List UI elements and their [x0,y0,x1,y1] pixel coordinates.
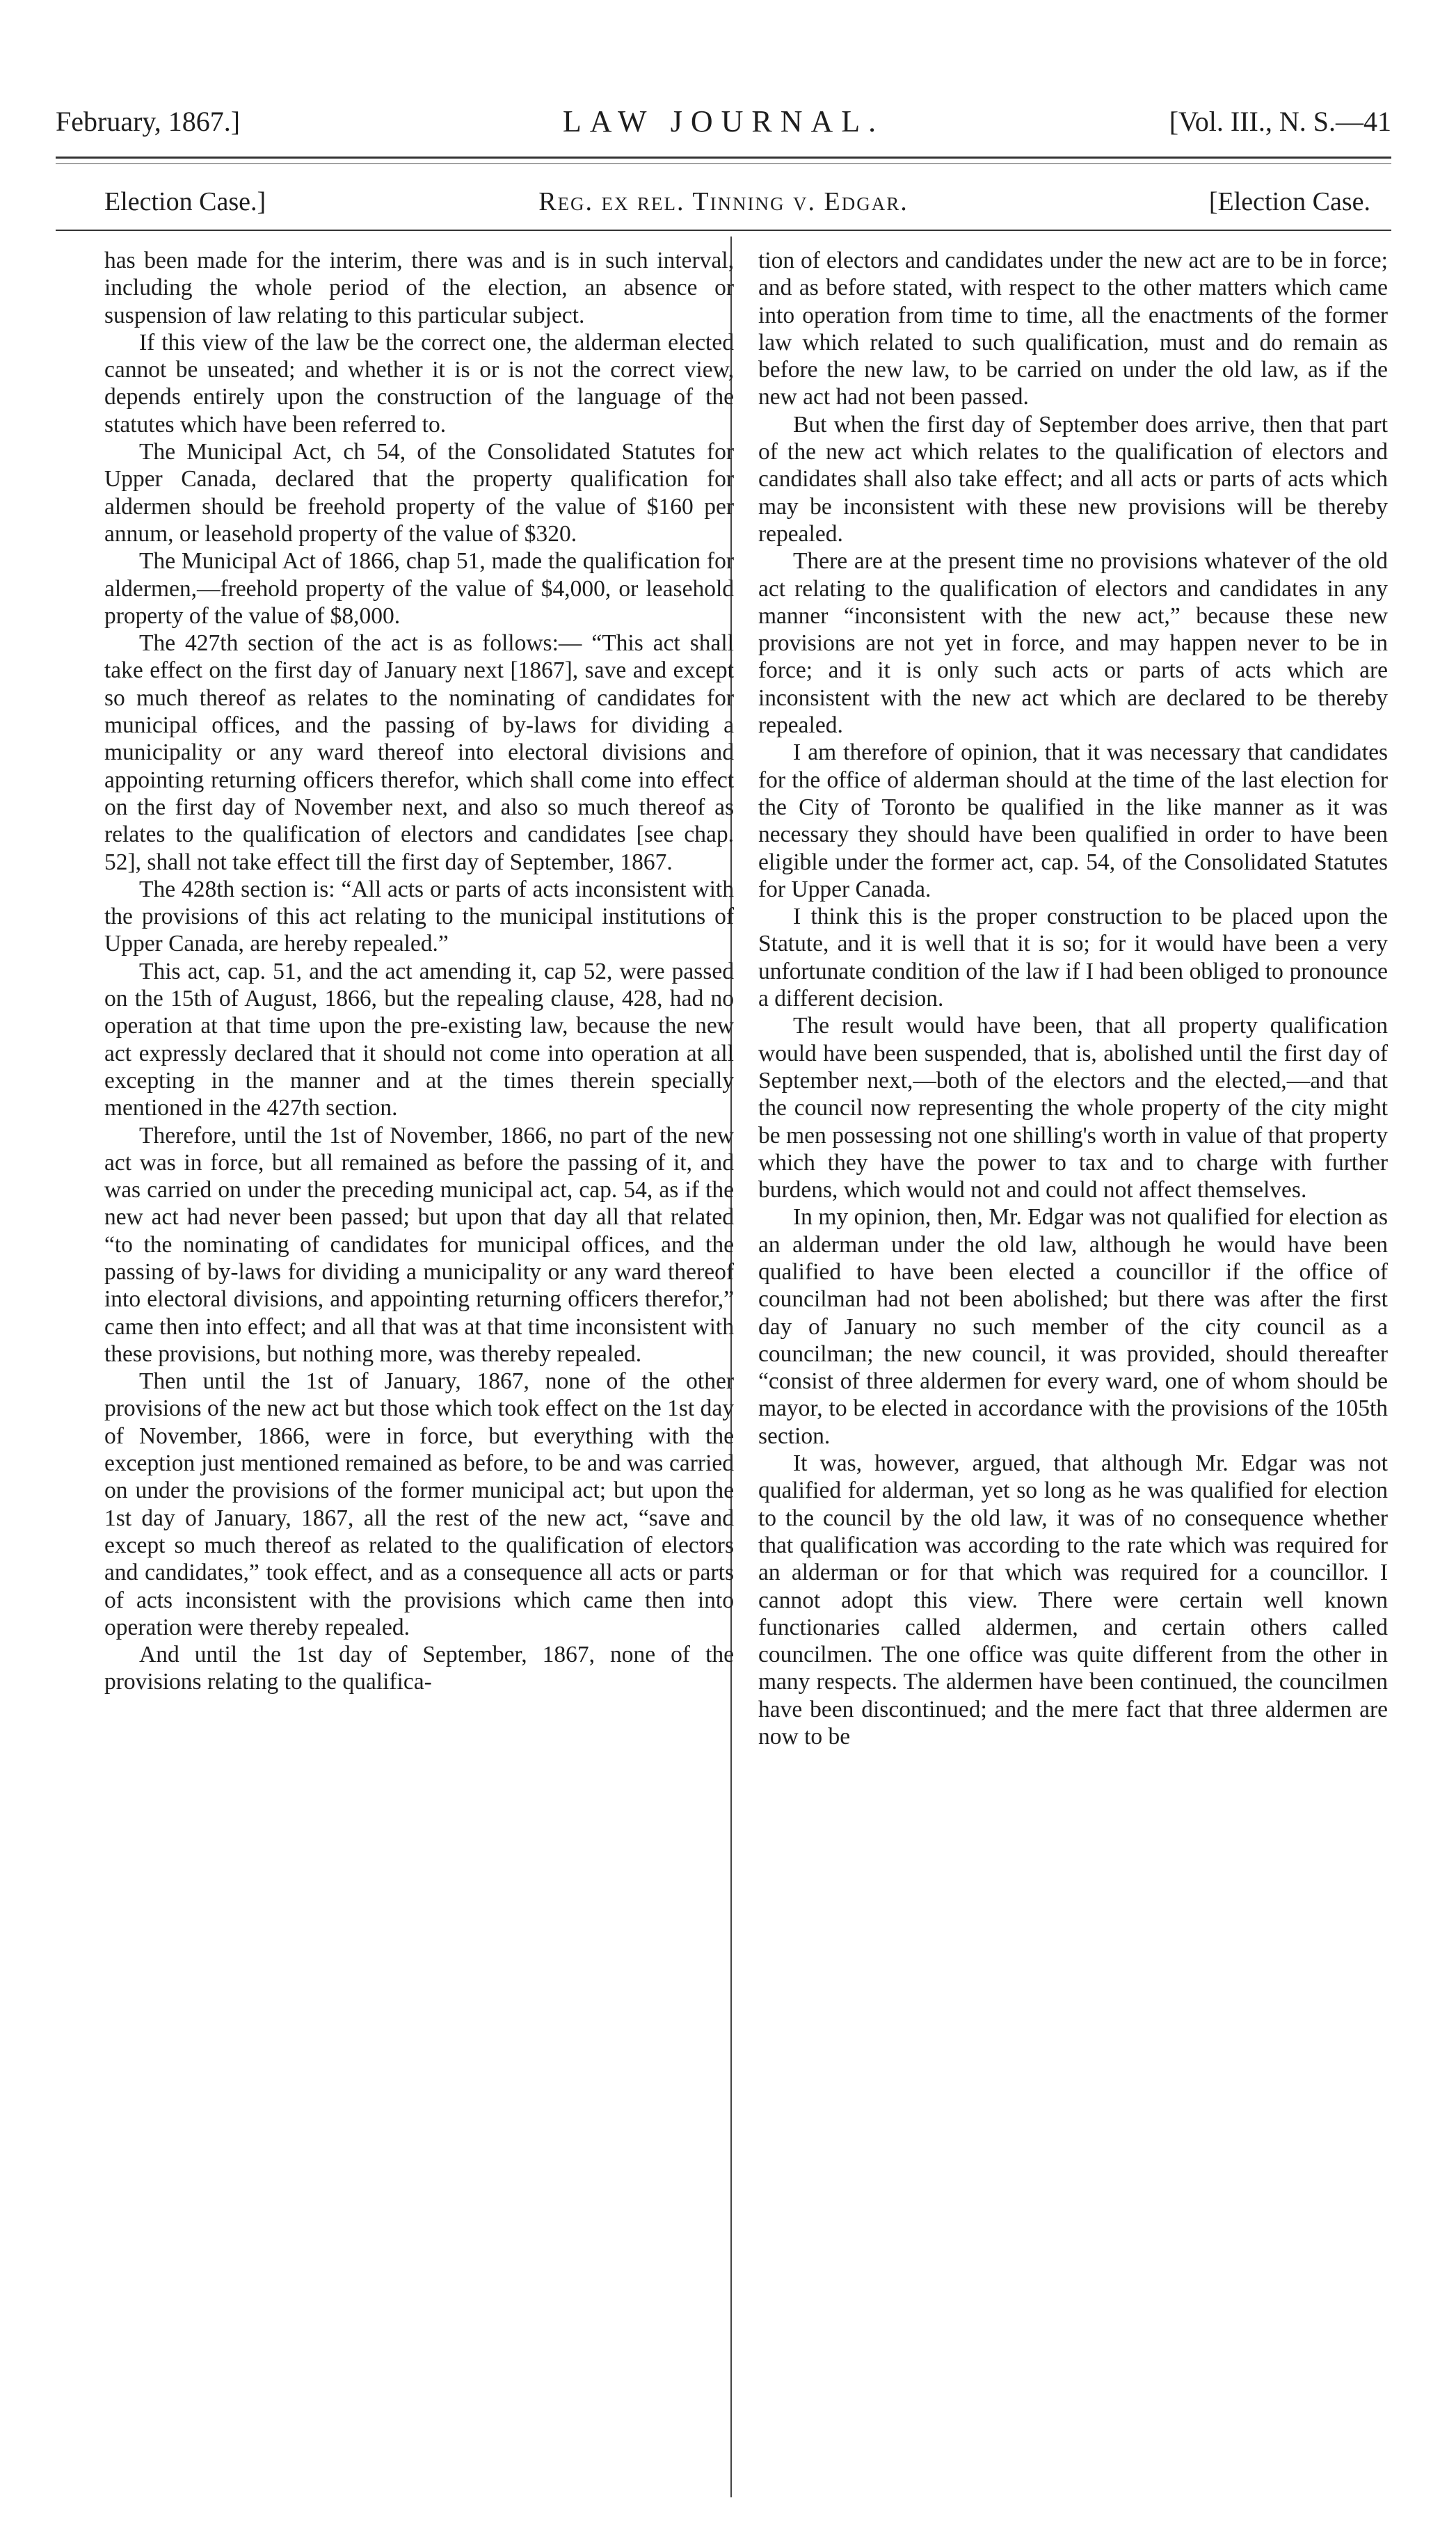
running-head [49,97,1398,146]
header-rule-thin [56,163,1391,164]
header-rule-thick [56,157,1391,159]
paragraph: I am therefore of opinion, that it was necessary that candidates for the office of alderman should at the time of the last election for the City of Toronto be qualified in the like manner as it was necessary they should have been qualified in order to have been eligible under the former act, cap. 54, of the Consolidated Statutes for Upper Canada. [758,739,1388,902]
paragraph: Therefore, until the 1st of November, 1866, no part of the new act was in force, but all remained as before the passing of it, and was carried on under the preceding municipal act, cap. 54, as if the new act had never been passed; but upon that day all that related “to the nominating of candidates for municipal offices, and the passing of by-laws for dividing a municipality or any ward thereof into electoral divisions, and appointing returning officers therefor,” came then into effect; and all that was at that time inconsistent with these provisions, but nothing more, was thereby repealed. [104,1122,734,1367]
paragraph: Then until the 1st of January, 1867, none of the other provisions of the new act but those which took effect on the 1st day of November, 1866, were in force, but everything with the exception just mentioned remained as before, to be and was carried on under the provisions of the former municipal act; but upon the 1st day of January, 1867, all the rest of the new act, “save and except so much thereof as related to the qualification of electors and candidates,” took effect, and as a consequence all acts or parts of acts inconsistent with the provisions which came then into operation were thereby repealed. [104,1368,734,1640]
paragraph: I think this is the proper construction to be placed upon the Statute, and it is well that it is so; for it would have been a very unfortunate condition of the law if I had been obliged to pronounce a different decision. [758,904,1388,1012]
right-column [758,247,1388,1750]
paragraph: The Municipal Act, ch 54, of the Consolidated Statutes for Upper Canada, declared that the property qualification for aldermen should be freehold property of the value of $160 per annum, or leasehold property of the value of $320. [104,439,734,547]
case-title: Reg. ex rel. Tinning v. Edgar. [538,187,909,216]
case-header-rule [56,230,1391,231]
issue-date: February, 1867.] [56,106,241,137]
paragraph: tion of electors and candidates under the new act are to be in force; and as before stated, with respect to the other matters which came into operation from time to time, all the enactments of the former law which related to such qualification, must and do remain as before the new law, to be carried on under the old law, as if the new act had not been passed. [758,248,1388,410]
volume-page: [Vol. III., N. S.—41 [1169,106,1391,137]
journal-title: LAW JOURNAL. [562,104,885,138]
paragraph: The result would have been, that all property qualification would have been suspended, that is, abolished until the first day of September next,—both of the electors and the elected,—and that the council now representing the whole property of the city might be men possessing not one shilling's worth in value of that property which they have the power to tax and to charge with further burdens, which would not and could not affect themselves. [758,1013,1388,1203]
case-type-right: [Election Case. [1208,187,1370,216]
paragraph: And until the 1st day of September, 1867, none of the provisions relating to the qualifica- [104,1642,734,1695]
left-column [104,247,734,1696]
paragraph: If this view of the law be the correct one, the alderman elected cannot be unseated; and whether it is or is not the correct view, depends entirely upon the construction of the language of the statutes which have been referred to. [104,329,734,438]
paragraph: In my opinion, then, Mr. Edgar was not qualified for election as an alderman under the old law, although he would have been qualified to have been elected a councillor if the office of councilman had not been abolished; but there was after the first day of January no such member of the city council as a councilman; the new council, it was provided, should thereafter “consist of three aldermen for every ward, one of whom should be mayor, to be elected in accordance with the provisions of the 105th section. [758,1204,1388,1449]
paragraph: The 428th section is: “All acts or parts of acts inconsistent with the provisions of this act relating to the municipal institutions of Upper Canada, are hereby repealed.” [104,876,734,957]
paragraph: It was, however, argued, that although Mr. Edgar was not qualified for alderman, yet so long as he was qualified for election to the council by the old law, it was of no consequence whether that qualification was according to the rate which was required for an alderman or for that which was required for a councillor. I cannot adopt this view. There were certain well known functionaries called aldermen, and certain others called councilmen. The one office was quite different from the other in many respects. The aldermen have been continued, the councilmen have been discontinued; and the mere fact that three aldermen are now to be [758,1450,1388,1750]
paragraph: has been made for the interim, there was and is in such interval, including the whole period of the election, an absence or suspension of law relating to this particular subject. [104,248,734,328]
paragraph: The Municipal Act of 1866, chap 51, made the qualification for aldermen,—freehold property of the value of $4,000, or leasehold property of the value of $8,000. [104,548,734,629]
paragraph: The 427th section of the act is as follows:— “This act shall take effect on the first day of January next [1867], save and except so much thereof as relates to the nominating of candidates for municipal offices, and the passing of by-laws for dividing a municipality or any ward thereof into electoral divisions and appointing returning officers therefor, which shall come into effect on the first day of November next, and also so much thereof as relates to the qualification of electors and candidates [see chap. 52], shall not take effect till the first day of September, 1867. [104,630,734,875]
paragraph: This act, cap. 51, and the act amending it, cap 52, were passed on the 15th of August, 1866, but the repealing clause, 428, had no operation at that time upon the pre-existing law, because the new act expressly declared that it should not come into operation at all excepting in the manner and at the times therein specially mentioned in the 427th section. [104,958,734,1121]
case-header [49,177,1398,226]
journal-page [49,0,1398,2537]
paragraph: There are at the present time no provisions whatever of the old act relating to the qualification of electors and candidates in any manner “inconsistent with the new act,” because these new provisions are not yet in force, and may happen never to be in force; and it is only such acts or parts of acts which are inconsistent with the new act which are declared to be thereby repealed. [758,548,1388,739]
case-type-left: Election Case.] [104,187,266,216]
paragraph: But when the first day of September does arrive, then that part of the new act which relates to the qualification of electors and candidates shall also take effect; and all acts or parts of acts which may be inconsistent with these new provisions will be thereby repealed. [758,411,1388,547]
